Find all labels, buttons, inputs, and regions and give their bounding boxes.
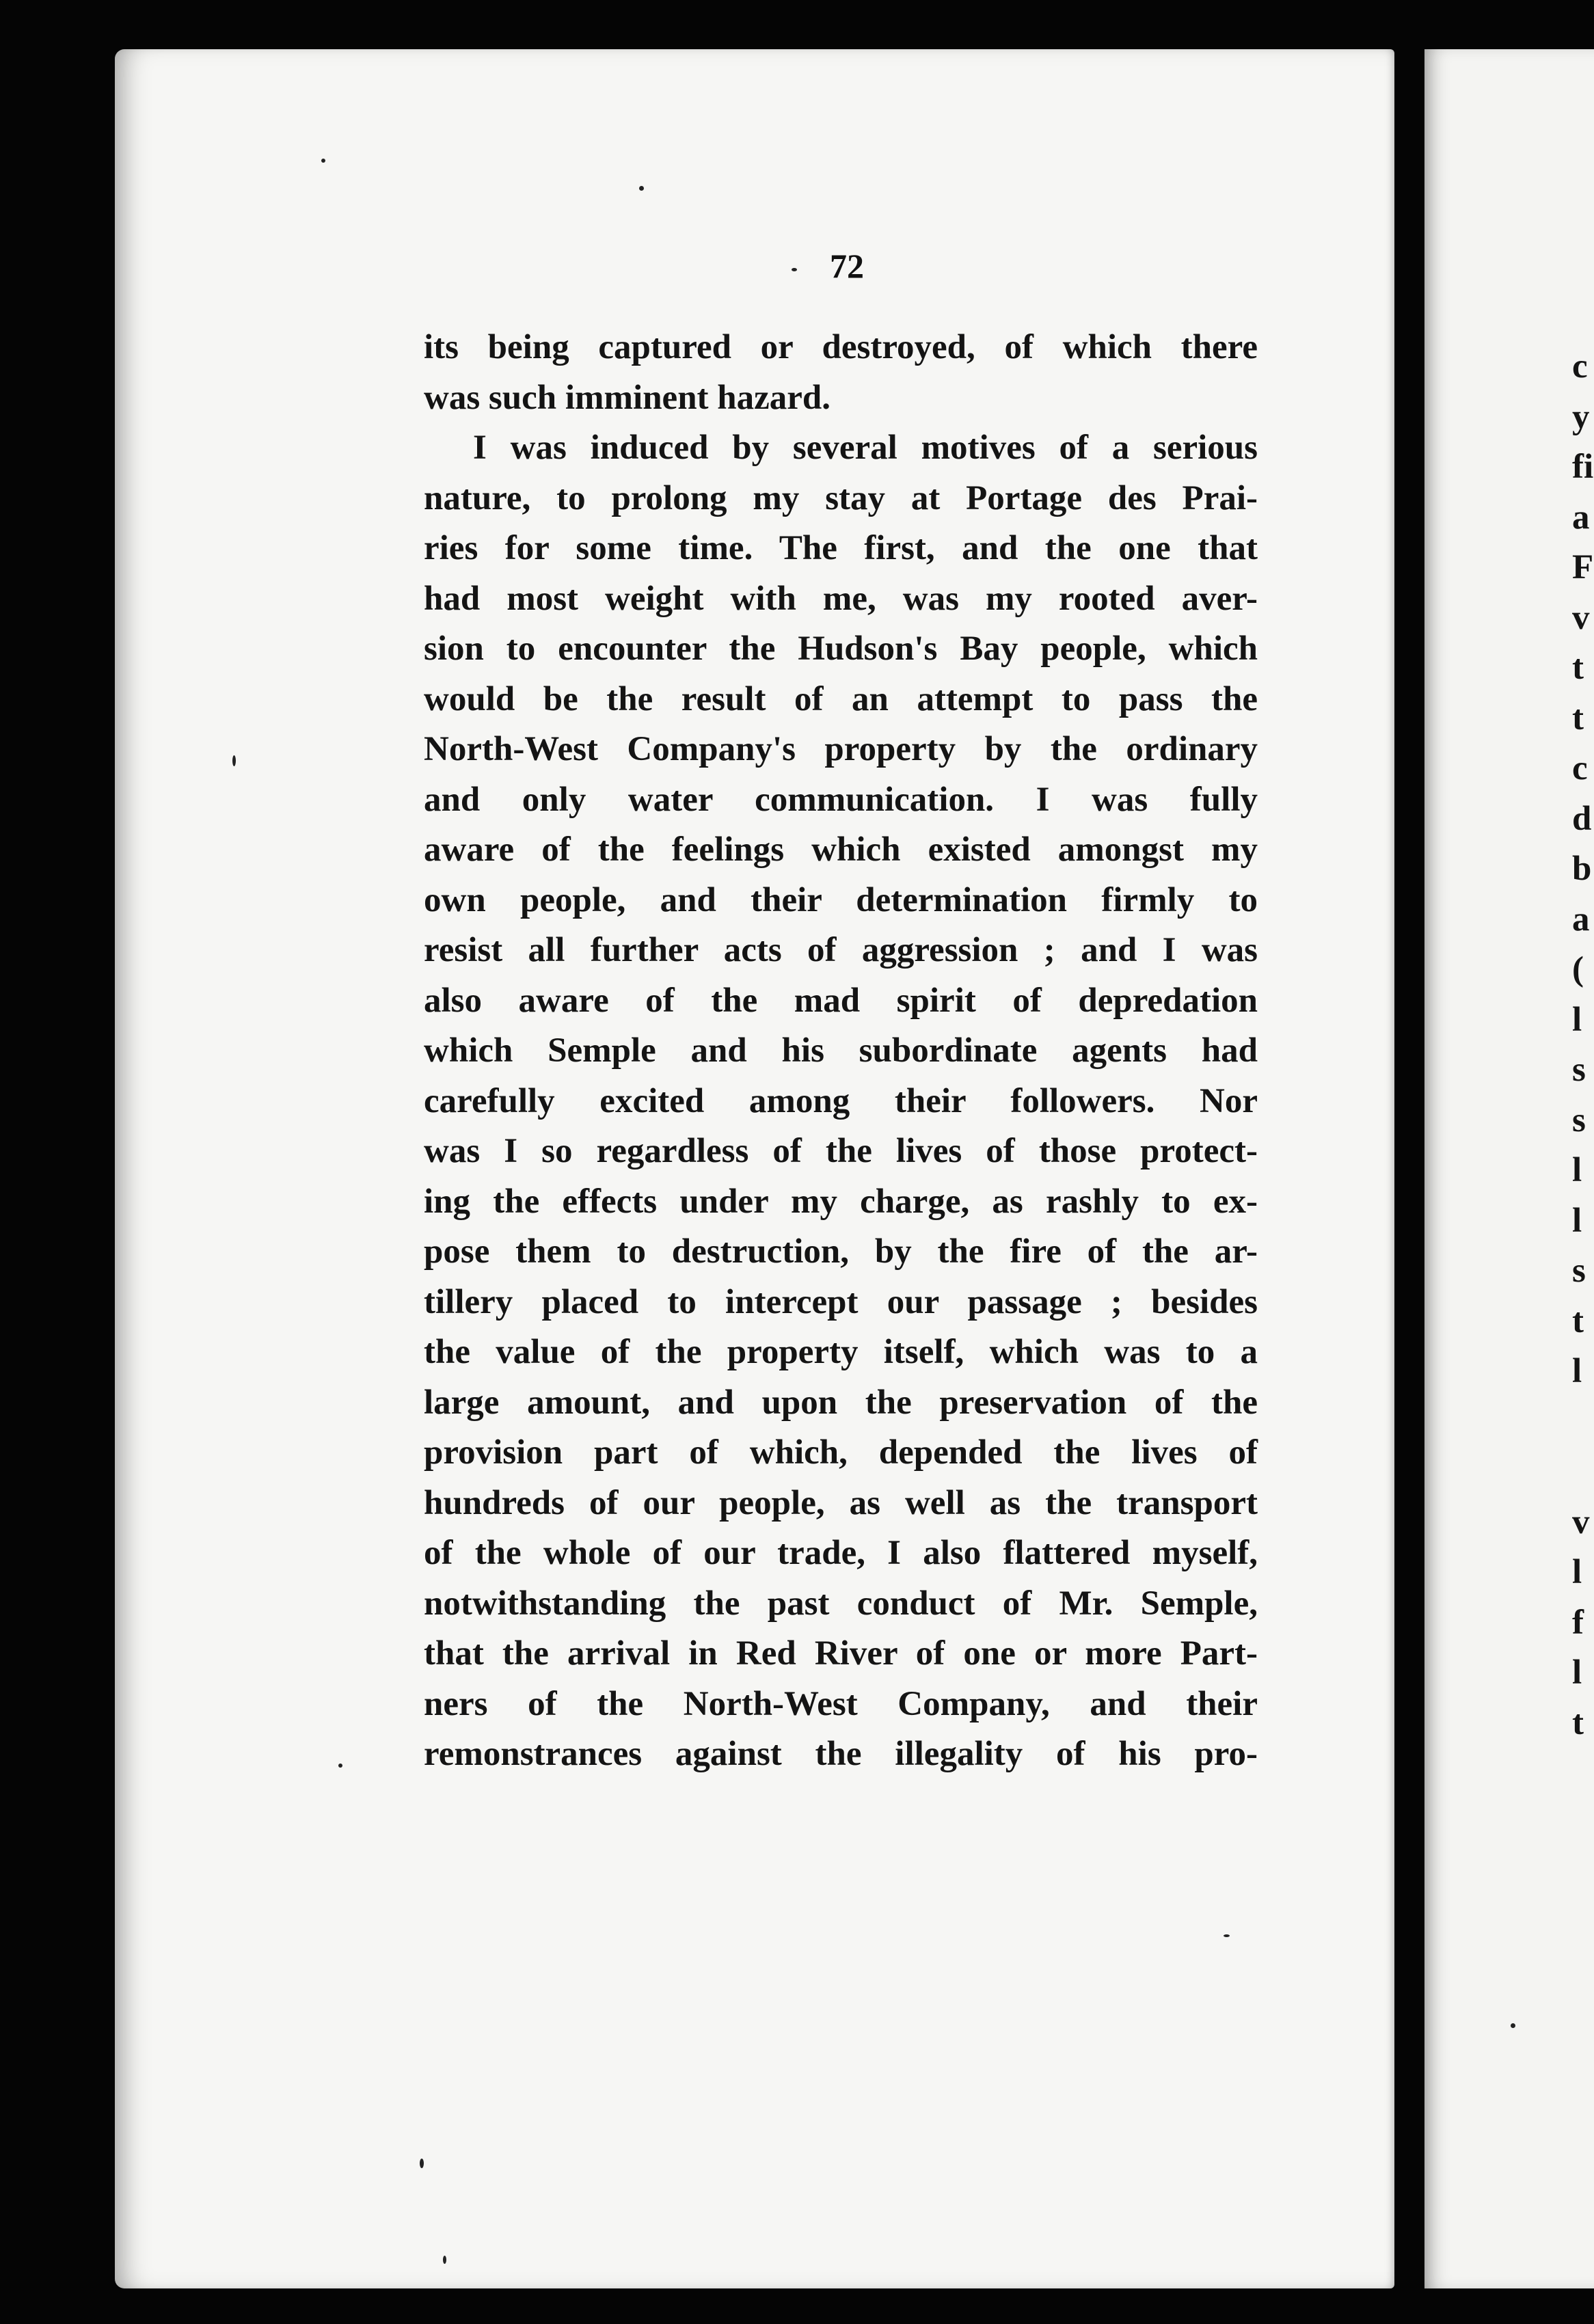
fragment: fi bbox=[1572, 448, 1594, 486]
right-page-text-fragments bbox=[1572, 342, 1593, 1849]
text-line: ing the effects under my charge, as rashly to ex- bbox=[424, 1182, 1258, 1221]
fragment: l bbox=[1572, 1201, 1582, 1240]
dust-speck bbox=[338, 1764, 342, 1768]
text-line: also aware of the mad spirit of depredation bbox=[424, 981, 1258, 1020]
fragment: f bbox=[1572, 1603, 1584, 1642]
text-line: the value of the property itself, which was to a bbox=[424, 1333, 1258, 1371]
text-line: carefully excited among their followers. Nor bbox=[424, 1081, 1258, 1120]
text-line: was such imminent hazard. bbox=[424, 378, 831, 417]
dust-speck bbox=[792, 268, 797, 271]
fragment bbox=[1572, 1397, 1593, 1448]
text-line: would be the result of an attempt to pass the bbox=[424, 679, 1258, 718]
fragment: t bbox=[1572, 1301, 1584, 1340]
text-line: large amount, and upon the preservation of the bbox=[424, 1383, 1258, 1422]
body-text bbox=[424, 323, 1258, 1780]
text-line: and only water communication. I was fully bbox=[424, 780, 1258, 819]
text-line: notwithstanding the past conduct of Mr. Semple, bbox=[424, 1584, 1258, 1623]
page-number: 72 bbox=[830, 247, 864, 285]
text-line: which Semple and his subordinate agents had bbox=[424, 1031, 1258, 1070]
fragment: s bbox=[1572, 1100, 1586, 1139]
text-line: hundreds of our people, as well as the transport bbox=[424, 1483, 1258, 1522]
fragment: a bbox=[1572, 900, 1590, 938]
fragment: t bbox=[1572, 1703, 1584, 1742]
fragment: y bbox=[1572, 397, 1590, 436]
fragment: l bbox=[1572, 1352, 1582, 1390]
fragment: t bbox=[1572, 699, 1584, 738]
text-line: that the arrival in Red River of one or more Part- bbox=[424, 1634, 1258, 1673]
text-line: provision part of which, depended the lives of bbox=[424, 1433, 1258, 1472]
text-line: own people, and their determination firmly to bbox=[424, 880, 1258, 919]
fragment: c bbox=[1572, 749, 1588, 787]
fragment: l bbox=[1572, 1000, 1582, 1039]
text-line: of the whole of our trade, I also flattered myself, bbox=[424, 1534, 1258, 1572]
fragment: F bbox=[1572, 548, 1594, 586]
fragment: v bbox=[1572, 598, 1590, 637]
dust-speck bbox=[232, 755, 236, 766]
fragment: v bbox=[1572, 1502, 1590, 1541]
text-line: its being captured or destroyed, of which there bbox=[424, 328, 1258, 366]
fragment: t bbox=[1572, 649, 1584, 687]
dust-speck bbox=[1224, 1934, 1230, 1937]
text-line: had most weight with me, was my rooted aver- bbox=[424, 579, 1258, 618]
fragment bbox=[1572, 1799, 1593, 1850]
text-line: nature, to prolong my stay at Portage des Prai- bbox=[424, 478, 1258, 517]
fragment: c bbox=[1572, 347, 1588, 386]
dust-speck bbox=[639, 186, 644, 191]
fragment: d bbox=[1572, 799, 1592, 838]
dust-speck bbox=[1511, 2023, 1515, 2028]
text-line: pose them to destruction, by the fire of the ar- bbox=[424, 1232, 1258, 1271]
fragment bbox=[1572, 1447, 1593, 1498]
fragment: l bbox=[1572, 1553, 1582, 1591]
fragment: s bbox=[1572, 1051, 1586, 1089]
fragment: s bbox=[1572, 1252, 1586, 1290]
fragment: ( bbox=[1572, 950, 1584, 988]
text-line: North-West Company's property by the ordinary bbox=[424, 730, 1258, 768]
text-line: was I so regardless of the lives of those protect- bbox=[424, 1132, 1258, 1170]
text-line: tillery placed to intercept our passage ; besides bbox=[424, 1282, 1258, 1321]
text-line: resist all further acts of aggression ; and I was bbox=[424, 931, 1258, 969]
right-page-edge bbox=[1424, 49, 1594, 2288]
fragment bbox=[1572, 1748, 1593, 1799]
text-line: I was induced by several motives of a serious bbox=[473, 429, 1258, 467]
text-line: ries for some time. The first, and the one that bbox=[424, 529, 1258, 567]
fragment: a bbox=[1572, 498, 1590, 537]
fragment: l bbox=[1572, 1151, 1582, 1189]
dust-speck bbox=[420, 2159, 424, 2168]
dust-speck bbox=[321, 159, 325, 163]
text-line: sion to encounter the Hudson's Bay people, which bbox=[424, 630, 1258, 668]
text-line: aware of the feelings which existed amongst my bbox=[424, 830, 1258, 869]
text-line: remonstrances against the illegality of his pro- bbox=[424, 1735, 1258, 1773]
fragment: b bbox=[1572, 850, 1592, 888]
text-line: ners of the North-West Company, and their bbox=[424, 1684, 1258, 1723]
fragment: l bbox=[1572, 1653, 1582, 1692]
dust-speck bbox=[443, 2256, 446, 2264]
